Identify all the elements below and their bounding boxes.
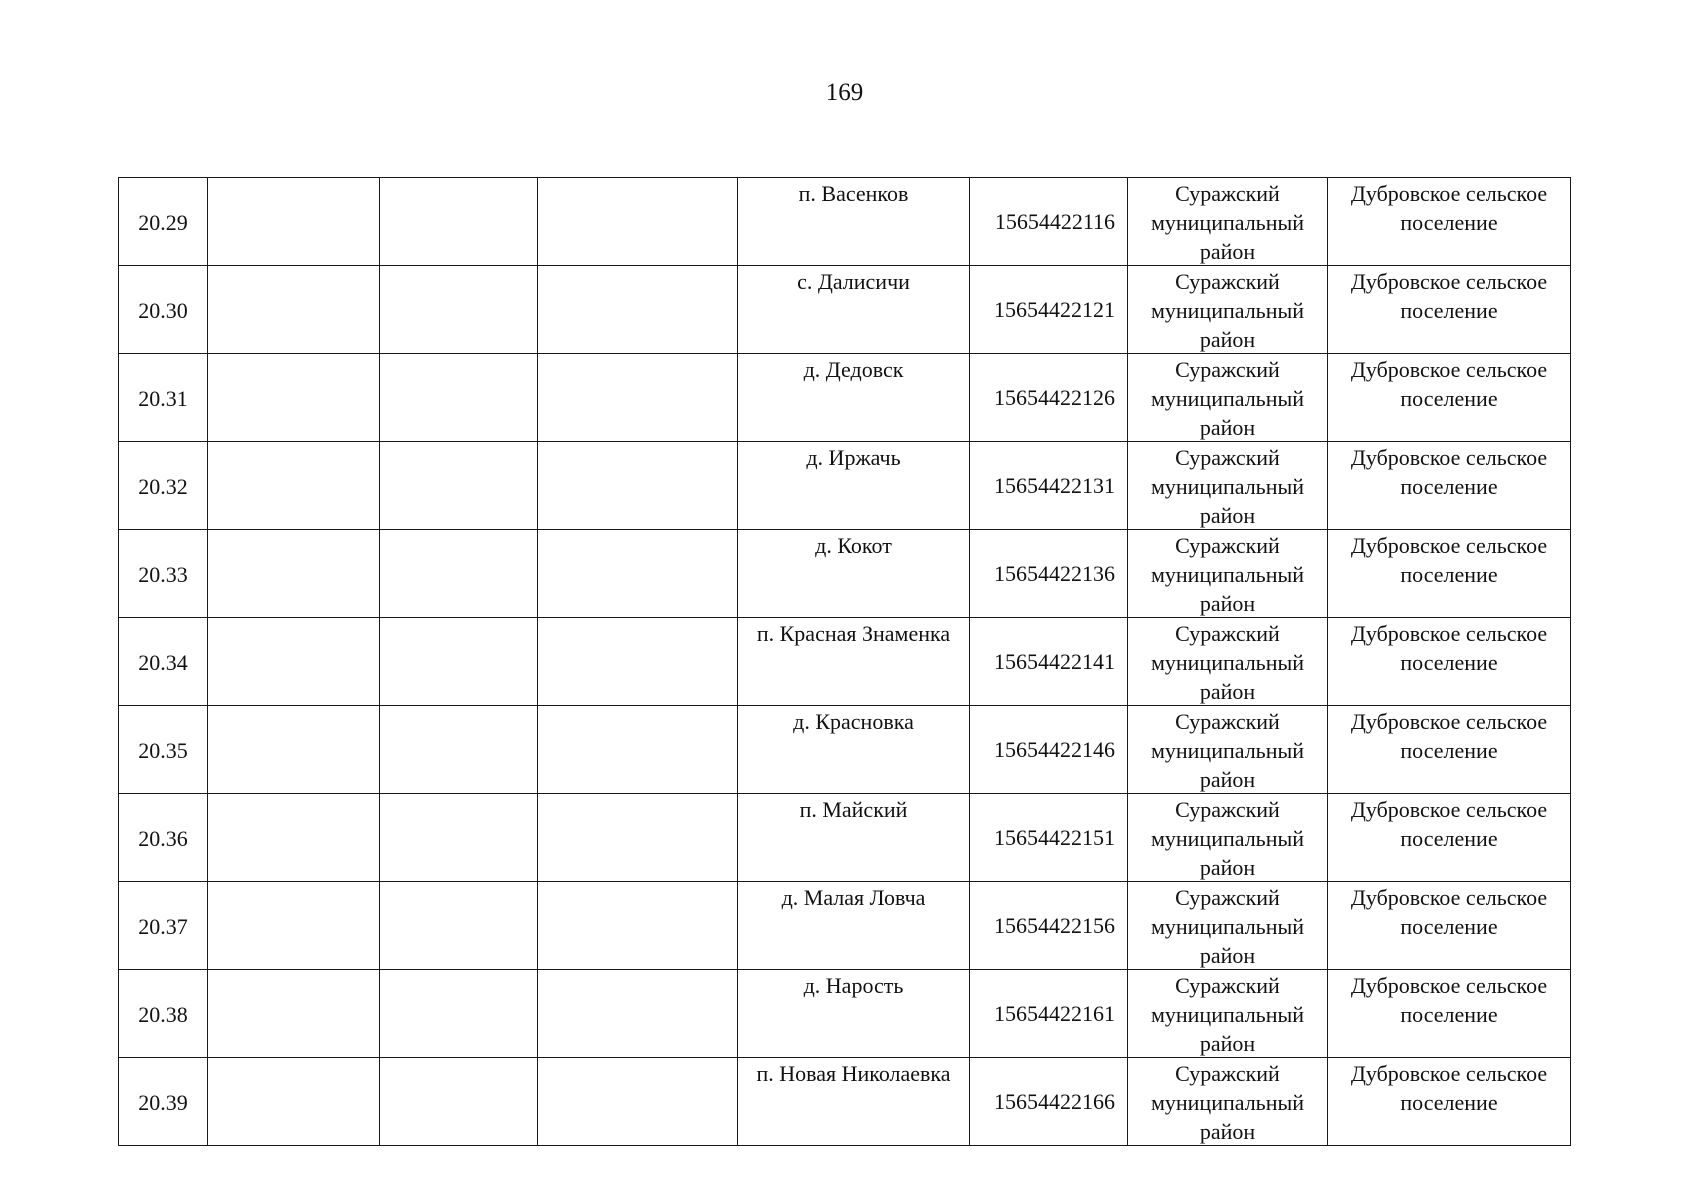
row-number: 20.37 (138, 913, 188, 939)
settlement-cell (1328, 1058, 1571, 1146)
locality-name: с. Далисичи (797, 269, 910, 294)
settlement-line: Дубровское сельское (1350, 269, 1548, 294)
oktmo-code: 15654422126 (994, 384, 1115, 410)
settlement-cell (1328, 618, 1571, 706)
district-line: муниципальный (1150, 298, 1305, 323)
table-row (119, 530, 1571, 618)
district-line: муниципальный (1150, 650, 1305, 675)
table-row (119, 1058, 1571, 1146)
district-line: Суражский (1175, 181, 1280, 206)
district-cell (1128, 970, 1328, 1058)
district-line: район (1199, 591, 1256, 616)
district-line: район (1199, 855, 1256, 880)
district-line: район (1199, 1119, 1256, 1144)
locality-name-cell (738, 1058, 970, 1146)
district-line: район (1199, 679, 1256, 704)
page-number: 169 (825, 79, 864, 106)
settlement-line: поселение (1400, 1090, 1498, 1115)
locality-name: д. Дедовск (803, 357, 904, 382)
row-number-cell (119, 354, 208, 442)
locality-name: д. Иржачь (806, 445, 901, 470)
locality-name-cell (738, 794, 970, 882)
settlement-line: Дубровское сельское (1350, 357, 1548, 382)
district-line: район (1199, 415, 1256, 440)
locality-name-cell (738, 530, 970, 618)
row-number: 20.31 (138, 385, 188, 411)
locality-name-cell (738, 970, 970, 1058)
oktmo-code-cell (970, 266, 1128, 354)
empty-cell (208, 442, 380, 530)
district-line: муниципальный (1150, 826, 1305, 851)
settlement-cell (1328, 530, 1571, 618)
row-number-cell (119, 266, 208, 354)
district-line: муниципальный (1150, 210, 1305, 235)
district-line: муниципальный (1150, 562, 1305, 587)
district-line: район (1199, 1031, 1256, 1056)
oktmo-code: 15654422166 (994, 1088, 1115, 1114)
row-number: 20.32 (138, 473, 188, 499)
empty-cell (538, 178, 738, 266)
row-number-cell (119, 970, 208, 1058)
empty-cell (380, 178, 538, 266)
oktmo-code-cell (970, 794, 1128, 882)
oktmo-code: 15654422151 (994, 824, 1115, 850)
row-number: 20.34 (138, 649, 188, 675)
oktmo-code: 15654422121 (994, 296, 1115, 322)
empty-cell (538, 706, 738, 794)
table-body (119, 178, 1571, 1146)
settlement-line: Дубровское сельское (1350, 181, 1548, 206)
table-row (119, 618, 1571, 706)
oktmo-code: 15654422156 (994, 912, 1115, 938)
row-number-cell (119, 442, 208, 530)
district-line: Суражский (1175, 973, 1280, 998)
district-cell (1128, 882, 1328, 970)
empty-cell (538, 354, 738, 442)
settlement-line: поселение (1400, 386, 1498, 411)
row-number-cell (119, 794, 208, 882)
locality-name-cell (738, 882, 970, 970)
oktmo-code-cell (970, 1058, 1128, 1146)
district-line: муниципальный (1150, 474, 1305, 499)
oktmo-code: 15654422161 (994, 1000, 1115, 1026)
oktmo-code: 15654422146 (994, 736, 1115, 762)
row-number-cell (119, 530, 208, 618)
locality-name: д. Малая Ловча (781, 885, 926, 910)
oktmo-code: 15654422141 (994, 648, 1115, 674)
settlement-line: поселение (1400, 1002, 1498, 1027)
row-number-cell (119, 1058, 208, 1146)
oktmo-code-cell (970, 530, 1128, 618)
table-row (119, 354, 1571, 442)
empty-cell (380, 442, 538, 530)
empty-cell (538, 794, 738, 882)
district-cell (1128, 530, 1328, 618)
empty-cell (380, 706, 538, 794)
empty-cell (538, 530, 738, 618)
settlement-cell (1328, 882, 1571, 970)
row-number-cell (119, 882, 208, 970)
oktmo-code-cell (970, 882, 1128, 970)
locality-name-cell (738, 266, 970, 354)
settlement-cell (1328, 442, 1571, 530)
district-line: муниципальный (1150, 738, 1305, 763)
district-line: Суражский (1175, 445, 1280, 470)
district-line: район (1199, 503, 1256, 528)
district-line: Суражский (1175, 533, 1280, 558)
oktmo-code-cell (970, 970, 1128, 1058)
empty-cell (208, 354, 380, 442)
row-number: 20.30 (138, 297, 188, 323)
district-line: район (1199, 943, 1256, 968)
district-cell (1128, 618, 1328, 706)
oktmo-code-cell (970, 618, 1128, 706)
empty-cell (208, 970, 380, 1058)
settlement-line: Дубровское сельское (1350, 709, 1548, 734)
district-line: район (1199, 327, 1256, 352)
row-number: 20.33 (138, 561, 188, 587)
table-row (119, 970, 1571, 1058)
district-line: Суражский (1175, 797, 1280, 822)
table-row (119, 882, 1571, 970)
empty-cell (538, 618, 738, 706)
empty-cell (538, 266, 738, 354)
settlement-cell (1328, 970, 1571, 1058)
settlement-line: поселение (1400, 474, 1498, 499)
empty-cell (208, 794, 380, 882)
row-number-cell (119, 178, 208, 266)
oktmo-code: 15654422136 (994, 560, 1115, 586)
table-row (119, 178, 1571, 266)
settlement-cell (1328, 178, 1571, 266)
locality-name-cell (738, 178, 970, 266)
settlement-line: Дубровское сельское (1350, 885, 1548, 910)
locality-name-cell (738, 354, 970, 442)
settlement-line: поселение (1400, 738, 1498, 763)
empty-cell (380, 354, 538, 442)
settlement-line: поселение (1400, 826, 1498, 851)
oktmo-code: 15654422131 (994, 472, 1115, 498)
district-cell (1128, 266, 1328, 354)
table-row (119, 706, 1571, 794)
settlement-cell (1328, 354, 1571, 442)
district-cell (1128, 706, 1328, 794)
locality-name: д. Нарость (803, 973, 904, 998)
district-line: Суражский (1175, 1061, 1280, 1086)
district-line: Суражский (1175, 269, 1280, 294)
table-row (119, 266, 1571, 354)
district-line: район (1199, 239, 1256, 264)
empty-cell (380, 530, 538, 618)
settlement-line: Дубровское сельское (1350, 445, 1548, 470)
empty-cell (380, 794, 538, 882)
district-cell (1128, 354, 1328, 442)
settlement-line: поселение (1400, 650, 1498, 675)
empty-cell (538, 970, 738, 1058)
empty-cell (208, 706, 380, 794)
district-cell (1128, 442, 1328, 530)
settlement-line: Дубровское сельское (1350, 797, 1548, 822)
settlement-line: поселение (1400, 298, 1498, 323)
district-line: Суражский (1175, 709, 1280, 734)
district-line: муниципальный (1150, 386, 1305, 411)
settlement-cell (1328, 794, 1571, 882)
locality-name: п. Новая Николаевка (756, 1061, 951, 1086)
locality-name-cell (738, 442, 970, 530)
empty-cell (380, 882, 538, 970)
empty-cell (208, 618, 380, 706)
empty-cell (538, 1058, 738, 1146)
empty-cell (538, 442, 738, 530)
empty-cell (208, 266, 380, 354)
locality-name: п. Майский (799, 797, 908, 822)
empty-cell (208, 178, 380, 266)
district-line: муниципальный (1150, 1002, 1305, 1027)
row-number: 20.39 (138, 1089, 188, 1115)
locality-name-cell (738, 706, 970, 794)
table-row (119, 794, 1571, 882)
empty-cell (538, 882, 738, 970)
settlement-line: Дубровское сельское (1350, 621, 1548, 646)
district-line: район (1199, 767, 1256, 792)
row-number-cell (119, 706, 208, 794)
empty-cell (380, 618, 538, 706)
empty-cell (208, 1058, 380, 1146)
district-cell (1128, 794, 1328, 882)
locality-name: п. Красная Знаменка (756, 621, 951, 646)
settlement-line: поселение (1400, 914, 1498, 939)
registry-table (118, 177, 1571, 1146)
district-cell (1128, 178, 1328, 266)
row-number: 20.35 (138, 737, 188, 763)
oktmo-code-cell (970, 354, 1128, 442)
row-number: 20.38 (138, 1001, 188, 1027)
settlement-cell (1328, 706, 1571, 794)
row-number-cell (119, 618, 208, 706)
oktmo-code-cell (970, 706, 1128, 794)
district-line: Суражский (1175, 885, 1280, 910)
settlement-line: Дубровское сельское (1350, 533, 1548, 558)
settlement-line: Дубровское сельское (1350, 973, 1548, 998)
locality-name: д. Кокот (815, 533, 892, 558)
empty-cell (380, 266, 538, 354)
row-number: 20.29 (138, 209, 188, 235)
oktmo-code-cell (970, 442, 1128, 530)
settlement-line: Дубровское сельское (1350, 1061, 1548, 1086)
district-line: муниципальный (1150, 1090, 1305, 1115)
settlement-line: поселение (1400, 562, 1498, 587)
district-cell (1128, 1058, 1328, 1146)
settlement-cell (1328, 266, 1571, 354)
empty-cell (380, 1058, 538, 1146)
locality-name: п. Васенков (798, 181, 909, 206)
empty-cell (208, 530, 380, 618)
district-line: Суражский (1175, 621, 1280, 646)
settlement-line: поселение (1400, 210, 1498, 235)
empty-cell (208, 882, 380, 970)
table-row (119, 442, 1571, 530)
oktmo-code: 15654422116 (994, 208, 1115, 234)
oktmo-code-cell (970, 178, 1128, 266)
row-number: 20.36 (138, 825, 188, 851)
locality-name: д. Красновка (793, 709, 914, 734)
locality-name-cell (738, 618, 970, 706)
district-line: муниципальный (1150, 914, 1305, 939)
empty-cell (380, 970, 538, 1058)
district-line: Суражский (1175, 357, 1280, 382)
